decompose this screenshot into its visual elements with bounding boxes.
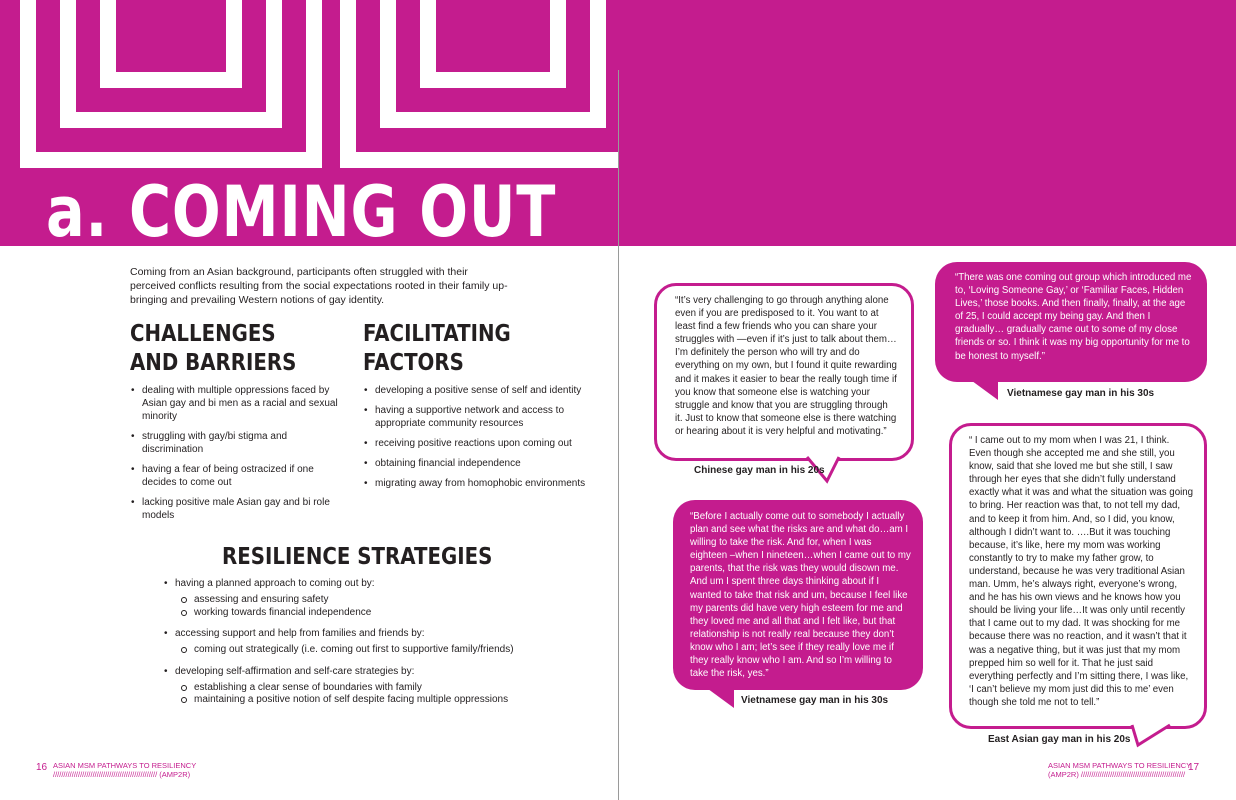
page-number-right: 17 xyxy=(1188,762,1200,773)
quote-bubble xyxy=(935,262,1207,382)
list-item: • dealing with multiple oppressions faced by Asian gay and bi men as a racial and sexual minority xyxy=(142,384,340,423)
footer-left xyxy=(53,761,196,779)
facilitating-heading-1: FACILITATING xyxy=(363,321,511,347)
footer-right-line2: (AMP2R) ////////////////////////////////////////////////// xyxy=(1048,770,1186,779)
page-fold xyxy=(618,70,619,800)
footer-right-line1: ASIAN MSM PATHWAYS TO RESILIENCY xyxy=(1048,761,1192,770)
speech-tail xyxy=(968,378,1004,402)
resilience-group-label: • developing self-affirmation and self-care strategies by: xyxy=(175,665,595,678)
quote-attribution: Vietnamese gay man in his 30s xyxy=(741,695,889,706)
resilience-group-label: • accessing support and help from families and friends by: xyxy=(175,627,595,640)
footer-left-line1: ASIAN MSM PATHWAYS TO RESILIENCY xyxy=(53,761,197,770)
list-item: • obtaining financial independence xyxy=(375,457,593,470)
challenges-heading-2: AND BARRIERS xyxy=(130,350,297,376)
list-item: • developing a positive sense of self and identity xyxy=(375,384,593,397)
footer-right xyxy=(1048,761,1191,779)
challenges-section xyxy=(130,320,340,529)
list-item: • migrating away from homophobic environments xyxy=(375,477,593,490)
challenges-list xyxy=(130,384,340,522)
quote-text: “Before I actually come out to somebody I actually plan and see what the risks are and what do…am I willing to take the risk. And for, when I was eighteen –when I nineteen…when I came out to my parents, that the risk was they would disown me. And um I spent three days thinking about if I wanted to take that risk and um, because I feel like my parents did have very high esteem for me and they loved me and all that and I felt like, but that relationship is not really real because they don’t know who I am; let’s see if they really love me if they really know who I am. And so I’m willing to take the risk, yes.” xyxy=(690,511,911,680)
resilience-heading: RESILIENCE STRATEGIES xyxy=(222,544,493,570)
list-item: • having a supportive network and access to appropriate community resources xyxy=(375,404,593,430)
resilience-group-label: • having a planned approach to coming out by: xyxy=(175,577,595,590)
challenges-heading-1: CHALLENGES xyxy=(130,321,276,347)
speech-tail xyxy=(704,686,740,710)
quote-text: “It’s very challenging to go through anything alone even if you are predisposed to it. You want to at least find a few friends who you can share your struggles with —even if it’s just to talk about them…I’m definitely the person who will try and do everything on my own, but I found it quite rewarding and it makes it easier to bear the really tough time if you know that someone else is watching your struggle and know that you are struggling through it. Just to know that someone else is there watching or hearing about it is very helpful and motivating.” xyxy=(675,295,897,437)
page-title: a. COMING OUT xyxy=(46,171,557,253)
speech-tail xyxy=(1130,723,1174,749)
resilience-sub-item: maintaining a positive notion of self despite facing multiple oppressions xyxy=(194,694,595,707)
quote-attribution: Vietnamese gay man in his 30s xyxy=(1007,388,1155,399)
quote-bubble xyxy=(654,283,914,461)
quote-bubble xyxy=(673,500,923,690)
facilitating-list xyxy=(363,384,593,490)
resilience-sub-item: assessing and ensuring safety xyxy=(194,594,595,607)
resilience-sub-item: working towards financial independence xyxy=(194,607,595,620)
facilitating-heading-2: FACTORS xyxy=(363,350,464,376)
quote-text: “There was one coming out group which introduced me to, ‘Loving Someone Gay,’ or ‘Familiar Faces, Hidden Lives,’ those books. And then finally, finally, at the age of 25, I could accept my being gay. And then I gradually… gradually came out to some of my close friends or so. I think it was my big opportunity for me to be honest to myself.” xyxy=(955,272,1192,362)
resilience-sub-item: coming out strategically (i.e. coming out first to supportive family/friends) xyxy=(194,644,595,657)
quote-attribution: East Asian gay man in his 20s xyxy=(988,734,1131,745)
quote-text: “ I came out to my mom when I was 21, I think. Even though she accepted me and she still, you know, said that she loved me but she still, I saw through her eyes that she didn’t fully understand exactly what it was and what the situation was going to bring. Her reaction was that, to not tell my dad, and to keep it from him. And, so I did, you know, although I didn’t want to. ….But it was touching because, it’s like, here my mom was working constantly to try to make my father grow, to understand, because he was very traditional Asian man. Umm, he’s always right, everyone’s wrong, and he has his own views and he knows how you should be living your life…It was only until recently that I came out to my dad. It was shocking for me because there was no reaction, and it wasn’t that it was a negative thing, but it was just that my mom prepped him so well for it. That he just said everything perfectly and I’m sitting there, I was like, ‘I can’t believe my mom just did this to me’ even though she told me not to tell.” xyxy=(969,435,1194,708)
resilience-list xyxy=(175,577,595,715)
resilience-sub-item: establishing a clear sense of boundaries with family xyxy=(194,682,595,695)
quote-bubble xyxy=(949,423,1207,729)
facilitating-section xyxy=(363,320,593,497)
list-item: • struggling with gay/bi stigma and discrimination xyxy=(142,430,340,456)
list-item: • lacking positive male Asian gay and bi role models xyxy=(142,496,340,522)
page-number-left: 16 xyxy=(36,762,48,773)
list-item: • having a fear of being ostracized if one decides to come out xyxy=(142,463,340,489)
list-item: • receiving positive reactions upon coming out xyxy=(375,437,593,450)
intro-paragraph: Coming from an Asian background, participants often struggled with their perceived conflicts resulting from the social expectations rooted in their family up-bringing and prevailing Western notions of gay identity. xyxy=(130,266,508,306)
footer-left-line2: ////////////////////////////////////////////////// (AMP2R) xyxy=(53,770,191,779)
quote-attribution: Chinese gay man in his 20s xyxy=(694,465,825,476)
